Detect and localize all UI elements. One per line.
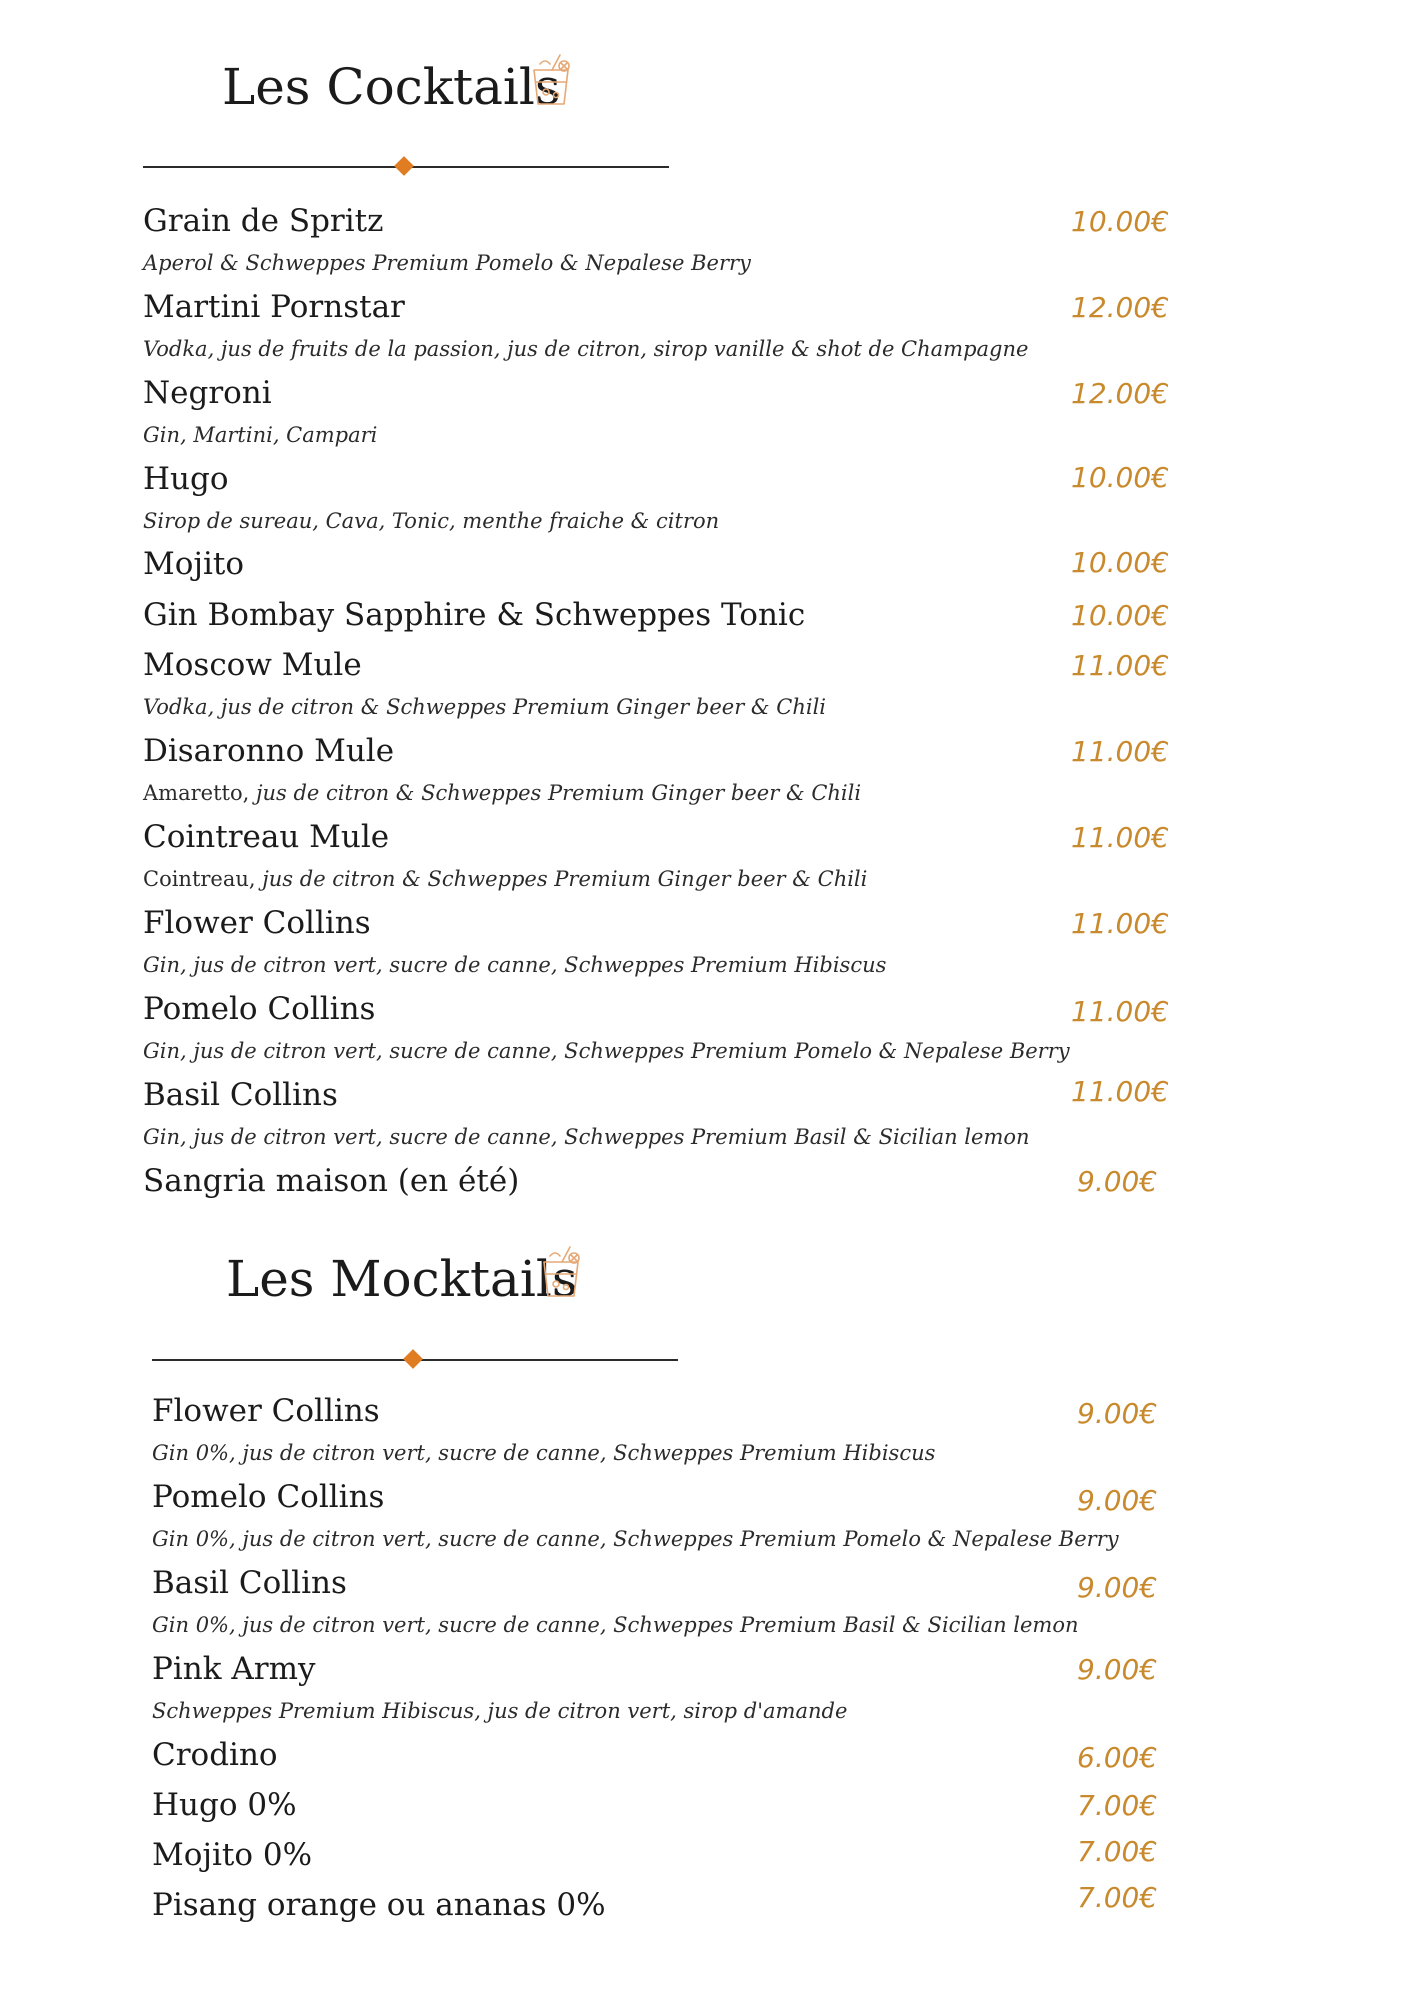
mocktail-name: Flower Collins (152, 1393, 380, 1429)
cocktail-name: Grain de Spritz (143, 203, 384, 239)
cocktail-name: Flower Collins (143, 905, 371, 941)
cocktail-description: Gin, jus de citron vert, sucre de canne, Schweppes Premium Basil & Sicilian lemon (143, 1125, 1030, 1149)
cocktail-name: Mojito (143, 546, 245, 582)
cocktail-price: 9.00€ (1077, 1165, 1158, 1198)
cocktail-description: Gin, jus de citron vert, sucre de canne, Schweppes Premium Pomelo & Nepalese Berry (143, 1039, 1070, 1063)
mocktail-name: Hugo 0% (152, 1787, 297, 1823)
mocktail-description: Gin 0%, jus de citron vert, sucre de canne, Schweppes Premium Pomelo & Nepalese Berry (152, 1527, 1119, 1551)
cocktail-price: 10.00€ (1071, 205, 1169, 238)
cocktail-name: Martini Pornstar (143, 289, 405, 325)
cocktail-description: Aperol & Schweppes Premium Pomelo & Nepalese Berry (143, 251, 751, 275)
cocktail-description (143, 783, 861, 804)
cocktail-name: Gin Bombay Sapphire & Schweppes Tonic (143, 597, 806, 633)
desc-rest: jus de citron & Schweppes Premium Ginger beer & Chili (255, 781, 862, 805)
cocktail-description: Gin, jus de citron vert, sucre de canne, Schweppes Premium Hibiscus (143, 953, 887, 977)
cocktail-price: 10.00€ (1071, 461, 1169, 494)
cocktail-price: 11.00€ (1071, 649, 1169, 682)
mocktail-price: 6.00€ (1077, 1741, 1158, 1774)
cocktail-price: 12.00€ (1071, 377, 1169, 410)
mocktail-description: Schweppes Premium Hibiscus, jus de citron vert, sirop d'amande (152, 1699, 848, 1723)
mocktail-price: 7.00€ (1077, 1835, 1158, 1868)
cocktail-price: 11.00€ (1071, 735, 1169, 768)
cocktail-name: Basil Collins (143, 1077, 338, 1113)
cocktail-price: 11.00€ (1071, 821, 1169, 854)
mocktail-name: Basil Collins (152, 1565, 347, 1601)
mocktail-price: 9.00€ (1077, 1653, 1158, 1686)
cocktail-name: Negroni (143, 375, 272, 411)
mocktail-price: 9.00€ (1077, 1397, 1158, 1430)
mocktail-description: Gin 0%, jus de citron vert, sucre de canne, Schweppes Premium Hibiscus (152, 1441, 936, 1465)
mocktail-name: Pisang orange ou ananas 0% (152, 1887, 606, 1923)
cocktail-name: Hugo (143, 461, 229, 497)
mocktail-price: 9.00€ (1077, 1571, 1158, 1604)
cocktail-description: Vodka, jus de citron & Schweppes Premium Ginger beer & Chili (143, 695, 827, 719)
cocktail-name: Disaronno Mule (143, 733, 395, 769)
cocktail-description (143, 869, 867, 890)
mocktail-price: 7.00€ (1077, 1789, 1158, 1822)
mocktail-name: Pink Army (152, 1651, 316, 1687)
cocktail-price: 10.00€ (1071, 546, 1169, 579)
cocktail-description: Vodka, jus de fruits de la passion, jus de citron, sirop vanille & shot de Champagne (143, 337, 1029, 361)
mocktail-name: Pomelo Collins (152, 1479, 385, 1515)
mocktail-price: 9.00€ (1077, 1484, 1158, 1517)
mocktail-name: Mojito 0% (152, 1837, 313, 1873)
cocktail-description: Gin, Martini, Campari (143, 423, 378, 447)
desc-rest: jus de citron & Schweppes Premium Ginger beer & Chili (262, 867, 868, 891)
cocktail-price: 11.00€ (1071, 1075, 1169, 1108)
mocktail-price: 7.00€ (1077, 1881, 1158, 1914)
desc-lead: Amaretto, (143, 781, 250, 805)
cocktail-name: Sangria maison (en été) (143, 1163, 520, 1199)
mocktail-description: Gin 0%, jus de citron vert, sucre de canne, Schweppes Premium Basil & Sicilian lemon (152, 1613, 1079, 1637)
divider-diamond (403, 1349, 423, 1369)
cocktail-price: 12.00€ (1071, 291, 1169, 324)
cocktail-description: Sirop de sureau, Cava, Tonic, menthe fraiche & citron (143, 509, 720, 533)
mocktails-divider (152, 1350, 678, 1370)
desc-lead: Cointreau, (143, 867, 256, 891)
mocktails-title: Les Mocktails (226, 1250, 578, 1308)
cocktail-name: Pomelo Collins (143, 991, 376, 1027)
divider-diamond (394, 156, 414, 176)
mocktail-name: Crodino (152, 1737, 278, 1773)
cocktail-price: 11.00€ (1071, 907, 1169, 940)
cocktail-name: Cointreau Mule (143, 819, 390, 855)
cocktails-divider (143, 157, 669, 177)
cocktail-glass-icon (526, 52, 576, 108)
cocktail-price: 11.00€ (1071, 995, 1169, 1028)
cocktail-glass-icon (536, 1244, 586, 1300)
cocktails-title: Les Cocktails (222, 58, 561, 116)
cocktail-price: 10.00€ (1071, 599, 1169, 632)
cocktail-name: Moscow Mule (143, 647, 362, 683)
